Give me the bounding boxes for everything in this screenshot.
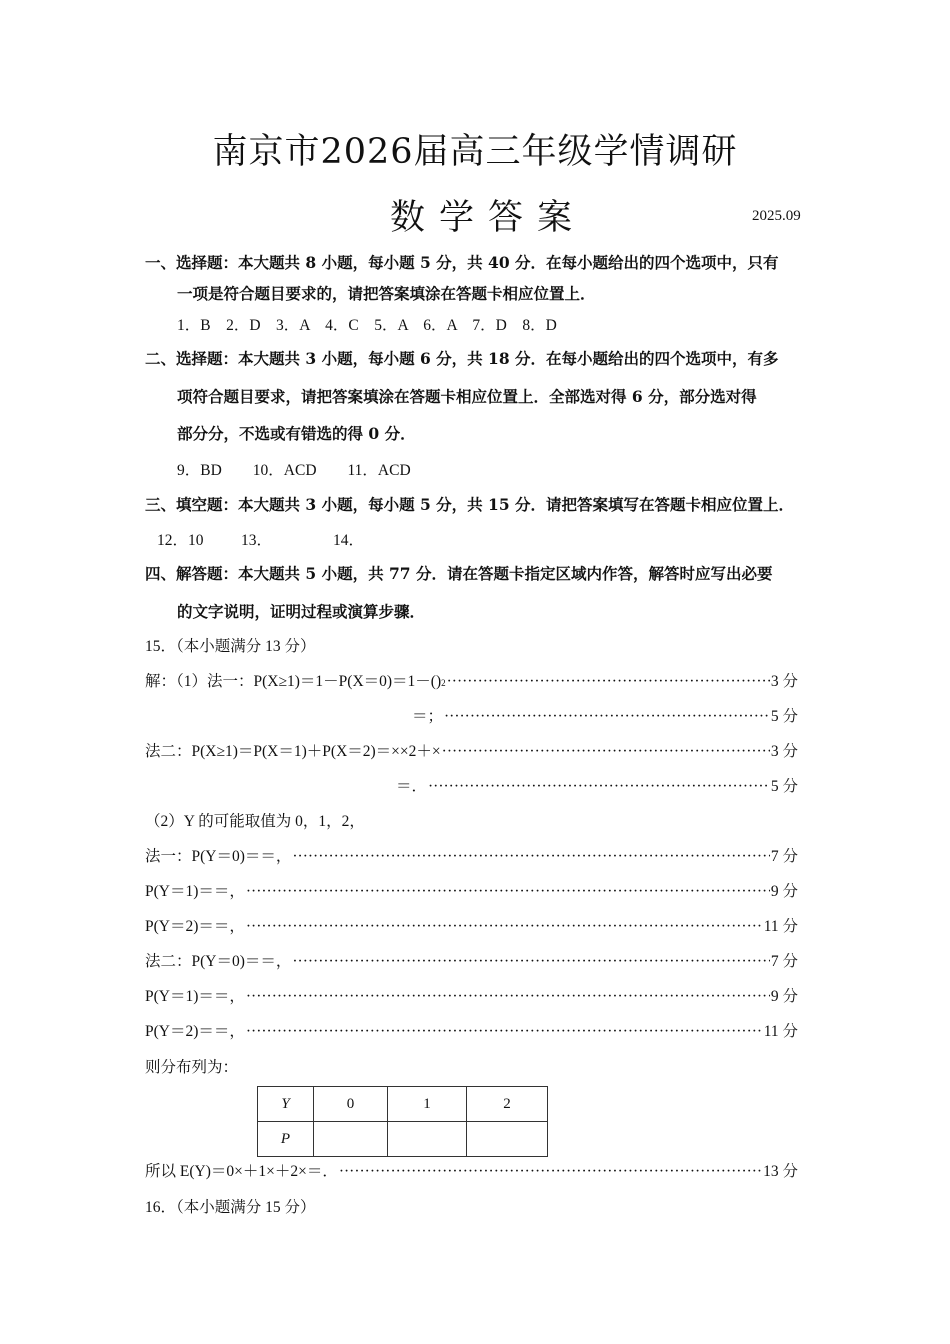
distribution-table xyxy=(257,1086,548,1157)
table-cell xyxy=(467,1122,548,1157)
section1-answers: 1．B 2．D 3．A 4．C 5．A 6．A 7．D 8．D xyxy=(177,317,557,334)
q15-m2-line1-score: 7 分 xyxy=(770,953,798,970)
q15-heading: 15．（本小题满分 13 分） xyxy=(145,638,316,655)
section2-answers: 9．BD 10．ACD 11．ACD xyxy=(177,462,411,479)
section2-heading-line2: 项符合题目要求，请把答案填涂在答题卡相应位置上．全部选对得 6 分，部分选对得 xyxy=(177,387,757,406)
leader-dots xyxy=(442,743,770,761)
q15-line3-equation: 法二：P(X≥1)＝P(X＝1)＋P(X＝2)＝××2＋× xyxy=(145,743,441,760)
leader-dots xyxy=(339,1163,762,1181)
section1-heading-line2: 一项是符合题目要求的，请把答案填涂在答题卡相应位置上． xyxy=(177,284,596,303)
q15-m1-line1 xyxy=(145,844,798,866)
leader-dots xyxy=(246,988,770,1006)
leader-dots xyxy=(428,778,770,796)
q15-line1-equation: P(X≥1)＝1－P(X＝0)＝1－() xyxy=(253,673,442,690)
q15-m1-line2 xyxy=(145,879,798,901)
q15-part2-intro: （2）Y 的可能取值为 0，1，2， xyxy=(145,813,365,830)
q15-line1-prefix: 解：（1）法一： xyxy=(145,673,254,690)
q15-m1-line1-score: 7 分 xyxy=(770,848,798,865)
leader-dots xyxy=(292,953,769,971)
q15-line3 xyxy=(145,739,798,761)
section3-heading: 三、填空题：本大题共 3 小题，每小题 5 分，共 15 分．请把答案填写在答题卡相应位置上． xyxy=(145,495,795,514)
q15-line1 xyxy=(145,669,798,691)
q15-line4-score: 5 分 xyxy=(770,778,798,795)
table-cell: 0 xyxy=(314,1087,388,1122)
table-cell: Y xyxy=(281,1095,290,1112)
q15-line4 xyxy=(396,774,798,796)
table-cell xyxy=(388,1122,467,1157)
q15-m1-line3-score: 11 分 xyxy=(763,918,798,935)
q15-line4-equation: ＝． xyxy=(396,778,428,795)
leader-dots xyxy=(246,918,763,936)
q15-m2-line3-score: 11 分 xyxy=(763,1023,798,1040)
leader-dots xyxy=(444,708,770,726)
table-cell: P xyxy=(280,1130,291,1147)
q16-heading: 16．（本小题满分 15 分） xyxy=(145,1199,316,1216)
q15-line1-exponent: 2 xyxy=(441,678,446,688)
q15-m2-line2 xyxy=(145,984,798,1006)
answer-14: 14． xyxy=(333,532,365,549)
q15-m1-line3-equation: P(Y＝2)＝＝， xyxy=(145,918,245,935)
q15-line1-score: 3 分 xyxy=(770,673,798,690)
table-cell: 1 xyxy=(388,1087,467,1122)
document-subtitle: 数学答案 xyxy=(389,198,586,238)
leader-dots xyxy=(447,673,770,691)
document-title: 南京市2026届高三年级学情调研 xyxy=(212,132,738,172)
q15-m1-line3 xyxy=(145,914,798,936)
q15-expectation xyxy=(145,1159,798,1181)
section4-heading-line2: 的文字说明，证明过程或演算步骤． xyxy=(177,602,426,621)
section2-heading-line1: 二、选择题：本大题共 3 小题，每小题 6 分，共 18 分．在每小题给出的四个选项中，有多 xyxy=(145,349,779,368)
q15-line2-equation: ＝； xyxy=(412,708,444,725)
q15-expectation-score: 13 分 xyxy=(763,1163,798,1180)
q15-m2-line3-equation: P(Y＝2)＝＝， xyxy=(145,1023,245,1040)
section2-heading-line3: 部分分，不选或有错选的得 0 分． xyxy=(177,424,416,443)
table-cell xyxy=(314,1122,388,1157)
q15-line3-score: 3 分 xyxy=(770,743,798,760)
q15-line2-score: 5 分 xyxy=(770,708,798,725)
table-cell: 2 xyxy=(467,1087,548,1122)
leader-dots xyxy=(246,883,770,901)
q15-expectation-equation: 所以 E(Y)＝0×＋1×＋2×＝． xyxy=(145,1163,338,1180)
answer-13: 13． xyxy=(241,532,273,549)
answer-12: 12．10 xyxy=(157,532,204,549)
q15-m2-line1-equation: 法二：P(Y＝0)＝＝， xyxy=(145,953,292,970)
q15-m1-line1-equation: 法一：P(Y＝0)＝＝， xyxy=(145,848,292,865)
document-date: 2025.09 xyxy=(752,208,801,224)
q15-line2 xyxy=(412,704,798,726)
section4-heading-line1: 四、解答题：本大题共 5 小题，共 77 分．请在答题卡指定区域内作答，解答时应写出必要 xyxy=(145,564,773,583)
leader-dots xyxy=(292,848,769,866)
q15-m1-line2-equation: P(Y＝1)＝＝， xyxy=(145,883,245,900)
q15-distribution-label: 则分布列为： xyxy=(145,1059,239,1076)
q15-m2-line1 xyxy=(145,949,798,971)
table-row xyxy=(258,1087,548,1122)
q15-m2-line2-score: 9 分 xyxy=(770,988,798,1005)
q15-m2-line2-equation: P(Y＝1)＝＝， xyxy=(145,988,245,1005)
leader-dots xyxy=(246,1023,763,1041)
table-row xyxy=(258,1122,548,1157)
q15-m2-line3 xyxy=(145,1019,798,1041)
q15-m1-line2-score: 9 分 xyxy=(770,883,798,900)
section1-heading-line1: 一、选择题：本大题共 8 小题，每小题 5 分，共 40 分．在每小题给出的四个选项中，只有 xyxy=(145,253,779,272)
